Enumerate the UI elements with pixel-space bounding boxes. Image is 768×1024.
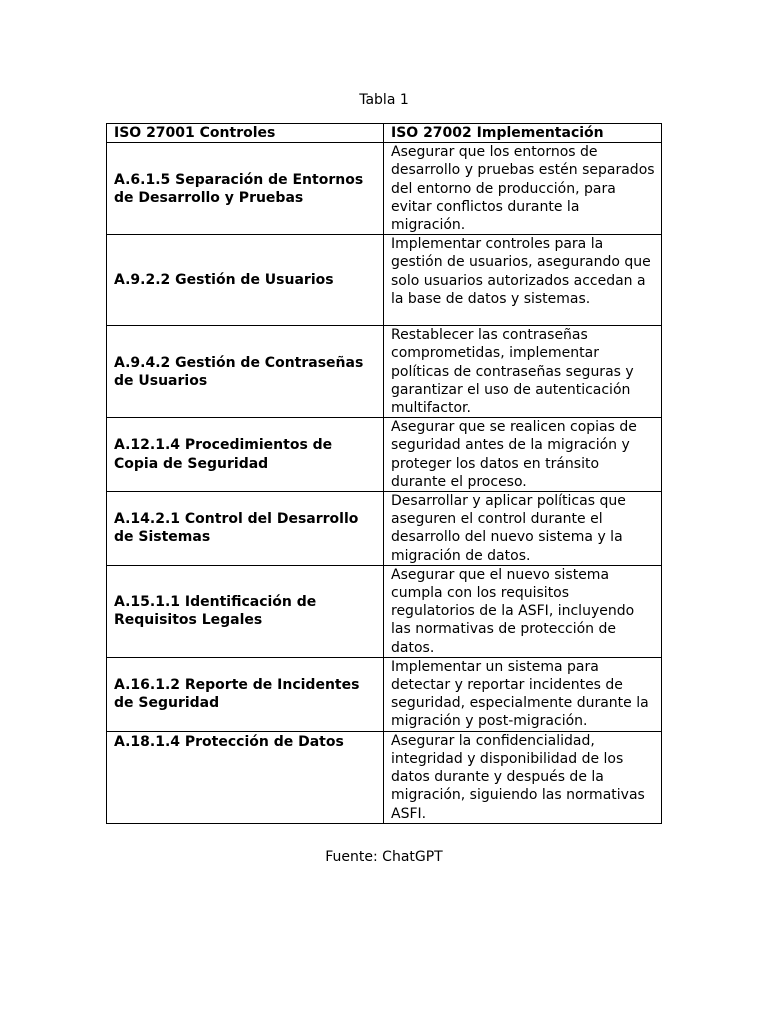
implementation-cell: Asegurar que el nuevo sistema cumpla con los requisitos regulatorios de la ASFI, incluyendo las normativas de protección de datos.	[384, 565, 662, 657]
control-cell: A.15.1.1 Identificación de Requisitos Legales	[107, 565, 384, 657]
control-cell: A.14.2.1 Control del Desarrollo de Sistemas	[107, 492, 384, 566]
control-cell: A.9.4.2 Gestión de Contraseñas de Usuarios	[107, 326, 384, 418]
table-row	[107, 492, 662, 566]
header-iso-27001: ISO 27001 Controles	[107, 124, 384, 143]
control-cell: A.6.1.5 Separación de Entornos de Desarrollo y Pruebas	[107, 143, 384, 235]
control-cell: A.18.1.4 Protección de Datos	[107, 731, 384, 823]
table-row	[107, 565, 662, 657]
table-caption: Tabla 1	[359, 92, 409, 108]
source-caption: Fuente: ChatGPT	[325, 849, 443, 865]
table-row	[107, 418, 662, 492]
control-cell: A.12.1.4 Procedimientos de Copia de Seguridad	[107, 418, 384, 492]
implementation-cell: Asegurar que se realicen copias de seguridad antes de la migración y proteger los datos en tránsito durante el proceso.	[384, 418, 662, 492]
table-row	[107, 326, 662, 418]
table-row	[107, 657, 662, 731]
implementation-cell: Asegurar que los entornos de desarrollo y pruebas estén separados del entorno de producción, para evitar conflictos durante la migración.	[384, 143, 662, 235]
implementation-cell: Desarrollar y aplicar políticas que aseguren el control durante el desarrollo del nuevo sistema y la migración de datos.	[384, 492, 662, 566]
iso-controls-table	[106, 123, 662, 824]
implementation-cell: Implementar un sistema para detectar y reportar incidentes de seguridad, especialmente durante la migración y post-migración.	[384, 657, 662, 731]
table-row	[107, 143, 662, 235]
implementation-cell: Asegurar la confidencialidad, integridad y disponibilidad de los datos durante y después de la migración, siguiendo las normativas ASFI.	[384, 731, 662, 823]
table-row	[107, 731, 662, 823]
control-cell: A.16.1.2 Reporte de Incidentes de Seguridad	[107, 657, 384, 731]
implementation-cell: Implementar controles para la gestión de usuarios, asegurando que solo usuarios autorizados accedan a la base de datos y sistemas.	[384, 235, 662, 326]
table-row	[107, 235, 662, 326]
control-cell: A.9.2.2 Gestión de Usuarios	[107, 235, 384, 326]
header-iso-27002: ISO 27002 Implementación	[384, 124, 662, 143]
table-header-row	[107, 124, 662, 143]
implementation-cell: Restablecer las contraseñas comprometidas, implementar políticas de contraseñas seguras y garantizar el uso de autenticación multifactor.	[384, 326, 662, 418]
